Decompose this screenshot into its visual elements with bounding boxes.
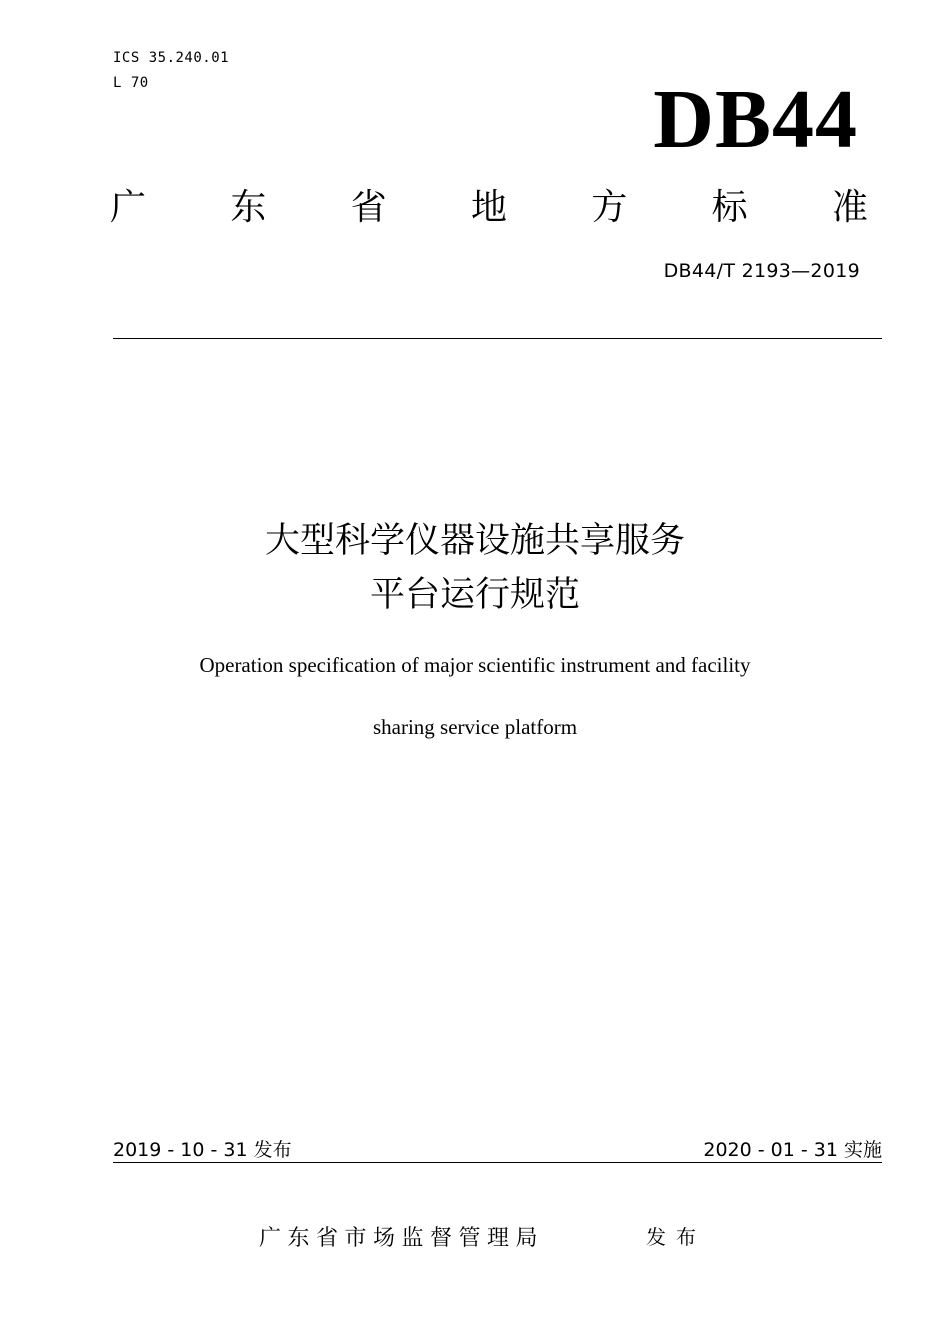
standard-type-char: 标 [711,187,748,228]
standard-type-char: 广 [110,187,147,228]
ics-code: ICS 35.240.01 [113,50,230,66]
publish-label: 发布 [646,1225,706,1249]
title-en-line1: Operation specification of major scientific instrument and facility [199,653,751,677]
standard-type-heading [110,186,868,230]
footer-divider [113,1162,882,1163]
effective-date: 2020 - 01 - 31 实施 [703,1139,882,1161]
title-en-line2: sharing service platform [372,715,578,739]
standard-type-char: 地 [470,187,507,228]
issuing-authority: 广东省市场监督管理局 [259,1226,545,1251]
standard-type-char: 东 [230,187,267,228]
header-divider [113,338,882,339]
ccs-code: L 70 [113,75,149,91]
standard-type-char: 准 [831,187,868,228]
standard-number: DB44/T 2193—2019 [663,260,860,282]
title-cn-line2: 平台运行规范 [369,575,580,615]
standard-logo: DB44 [653,73,858,166]
standard-type-char: 方 [591,187,628,228]
title-cn-line1: 大型科学仪器设施共享服务 [264,521,685,561]
issue-date: 2019 - 10 - 31 发布 [113,1139,292,1161]
standard-type-char: 省 [350,187,387,228]
